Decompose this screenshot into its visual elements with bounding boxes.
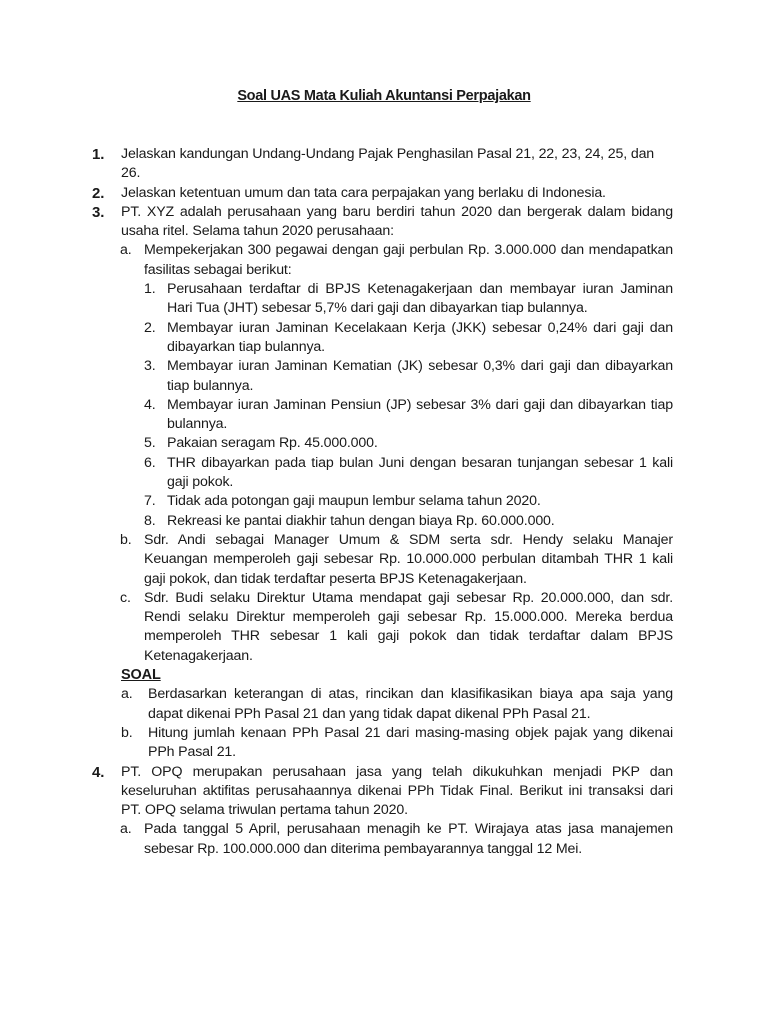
item-letter: c. xyxy=(120,589,131,606)
facility-number: 7. xyxy=(144,493,156,510)
facility-item xyxy=(0,319,768,358)
item-letter: a. xyxy=(120,821,132,838)
soal-item xyxy=(0,685,768,724)
question-number: 3. xyxy=(92,203,105,221)
item-text: Sdr. Budi selaku Direktur Utama mendapat gaji sebesar Rp. 20.000.000, dan sdr. Rendi selaku Direktur memperoleh gaji sebesar Rp. 15.000.000. Mereka berdua memperoleh THR sebesar 1 kali gaji pokok dan tidak terdaftar dalam BPJS Ketenagakerjaan. xyxy=(144,589,673,664)
facility-text: Membayar iuran Jaminan Pensiun (JP) sebesar 3% dari gaji dan dibayarkan tiap bulannya. xyxy=(167,396,673,433)
question-number: 2. xyxy=(92,184,105,202)
question-text: PT. OPQ merupakan perusahaan jasa yang telah dikukuhkan menjadi PKP dan keseluruhan aktifitas perusahaannya dikenai PPh Tidak Final. Berikut ini transaksi dari PT. OPQ selama triwulan pertama tahun 2020. xyxy=(121,763,673,819)
facility-number: 5. xyxy=(144,435,156,452)
question-3-item-c xyxy=(0,589,768,666)
question-4-item-a xyxy=(0,820,768,859)
question-4 xyxy=(0,763,768,821)
facility-number: 2. xyxy=(144,319,156,336)
facility-text: Membayar iuran Jaminan Kecelakaan Kerja (JKK) sebesar 0,24% dari gaji dan dibayarkan tiap bulannya. xyxy=(167,319,673,355)
question-text: Jelaskan ketentuan umum dan tata cara perpajakan yang berlaku di Indonesia. xyxy=(121,184,606,201)
facility-text: Membayar iuran Jaminan Kematian (JK) sebesar 0,3% dari gaji dan dibayarkan tiap bulannya. xyxy=(167,358,673,394)
facility-number: 1. xyxy=(144,281,156,298)
question-text: Jelaskan kandungan Undang-Undang Pajak Penghasilan Pasal 21, 22, 23, 24, 25, dan 26. xyxy=(121,146,655,182)
soal-item xyxy=(0,724,768,763)
question-3-item-b xyxy=(0,531,768,589)
item-letter: a. xyxy=(120,242,132,259)
soal-text: Berdasarkan keterangan di atas, rincikan dan klasifikasikan biaya apa saja yang dapat dikenai PPh Pasal 21 dan yang tidak dapat dikenal PPh Pasal 21. xyxy=(148,686,673,722)
facility-item xyxy=(0,434,768,453)
document-body xyxy=(0,145,768,859)
facility-number: 6. xyxy=(144,454,156,471)
facility-item xyxy=(0,396,768,435)
question-number: 4. xyxy=(92,763,105,781)
item-text: Mempekerjakan 300 pegawai dengan gaji perbulan Rp. 3.000.000 dan mendapatkan fasilitas sebagai berikut: xyxy=(144,242,673,278)
item-text: Sdr. Andi sebagai Manager Umum & SDM serta sdr. Hendy selaku Manajer Keuangan memperoleh gaji sebesar Rp. 10.000.000 perbulan ditambah THR 1 kali gaji pokok, dan tidak terdaftar peserta BPJS Ketenagakerjaan. xyxy=(144,531,673,587)
facility-text: Rekreasi ke pantai diakhir tahun dengan biaya Rp. 60.000.000. xyxy=(167,512,555,529)
facility-text: Pakaian seragam Rp. 45.000.000. xyxy=(167,435,378,452)
facility-number: 4. xyxy=(144,396,156,413)
facility-item xyxy=(0,357,768,396)
item-text: Pada tanggal 5 April, perusahaan menagih ke PT. Wirajaya atas jasa manajemen sebesar Rp. 100.000.000 dan diterima pembayarannya tanggal 12 Mei. xyxy=(144,821,673,857)
facility-number: 8. xyxy=(144,512,156,529)
question-1 xyxy=(0,145,768,184)
soal-text: Hitung jumlah kenaan PPh Pasal 21 dari masing-masing objek pajak yang dikenai PPh Pasal 21. xyxy=(148,724,673,761)
soal-letter: a. xyxy=(121,686,133,703)
facility-item xyxy=(0,512,768,531)
question-2 xyxy=(0,184,768,203)
facility-text: Perusahaan terdaftar di BPJS Ketenagakerjaan dan membayar iuran Jaminan Hari Tua (JHT) sebesar 5,7% dari gaji dan dibayarkan tiap bulannya. xyxy=(167,281,673,317)
question-3-item-a xyxy=(0,241,768,280)
document-title: Soal UAS Mata Kuliah Akuntansi Perpajakan xyxy=(237,88,531,104)
facility-number: 3. xyxy=(144,358,156,375)
facility-item xyxy=(0,492,768,511)
question-3 xyxy=(0,203,768,242)
facility-text: THR dibayarkan pada tiap bulan Juni dengan besaran tunjangan sebesar 1 kali gaji pokok. xyxy=(167,454,673,491)
soal-letter: b. xyxy=(121,724,133,741)
soal-heading: SOAL xyxy=(121,667,161,684)
facility-item xyxy=(0,454,768,493)
item-letter: b. xyxy=(120,531,132,548)
facility-text: Tidak ada potongan gaji maupun lembur selama tahun 2020. xyxy=(167,493,541,510)
question-number: 1. xyxy=(92,146,105,163)
question-text: PT. XYZ adalah perusahaan yang baru berdiri tahun 2020 dan bergerak dalam bidang usaha ritel. Selama tahun 2020 perusahaan: xyxy=(121,203,673,240)
facility-item xyxy=(0,280,768,319)
